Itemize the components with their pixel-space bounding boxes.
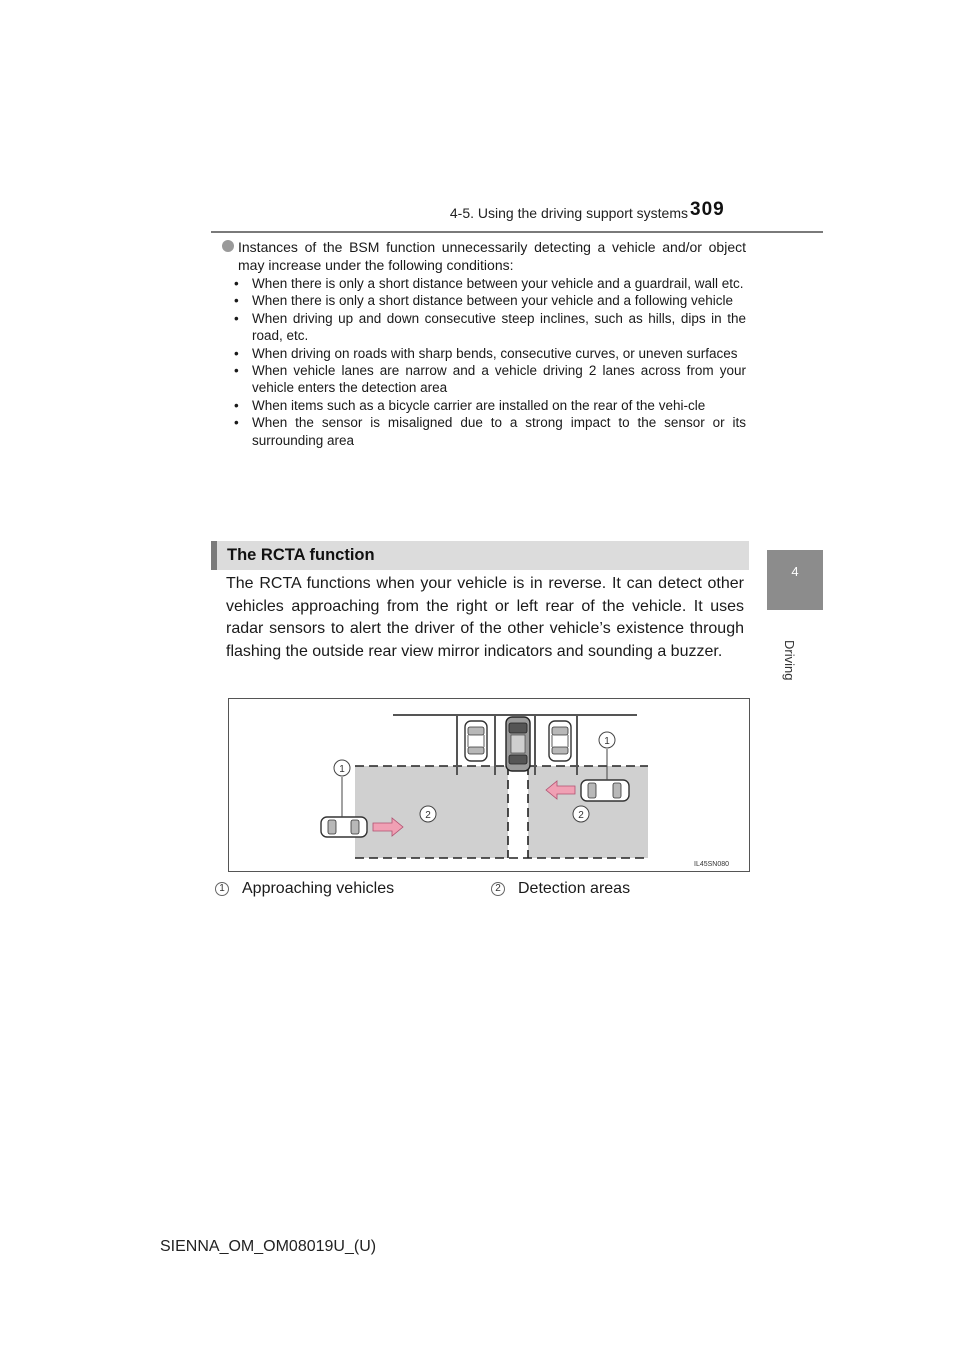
- parked-car-icon: [549, 721, 571, 761]
- section-path: 4-5. Using the driving support systems: [449, 205, 688, 221]
- callout-2-left-text: 2: [425, 810, 431, 821]
- legend-label: Approaching vehicles: [242, 880, 395, 897]
- chapter-label: Driving: [782, 640, 797, 681]
- callout-1-left-text: 1: [339, 764, 345, 775]
- intro-bullet: [222, 238, 746, 274]
- condition-item: • When there is only a short distance between your vehicle and a guardrail, wall etc.: [230, 275, 746, 292]
- intro-text: Instances of the BSM function unnecessarily detecting a vehicle and/or object may increase under the following conditions:: [238, 239, 746, 273]
- chapter-number: 4: [791, 564, 799, 579]
- conditions-list: [230, 275, 746, 449]
- condition-item: • When the sensor is misaligned due to a strong impact to the sensor or its surrounding area: [230, 414, 746, 449]
- section-body: The RCTA functions when your vehicle is in reverse. It can detect other vehicles approaching from the right or left rear of the vehicle. It uses radar sensors to alert the driver of the other vehicle’s existence through flashing the outside rear view mirror indicators and sounding a buzzer.: [226, 575, 744, 660]
- callout-1-left: [334, 760, 350, 776]
- condition-item: • When vehicle lanes are narrow and a vehicle driving 2 lanes across from your vehicle enters the detection area: [230, 362, 746, 397]
- section-header: [211, 541, 749, 570]
- rcta-diagram: [228, 698, 750, 872]
- callout-2-right-text: 2: [578, 810, 584, 821]
- condition-item: • When items such as a bicycle carrier are installed on the rear of the vehi-cle: [230, 397, 746, 414]
- own-vehicle-icon: [506, 717, 530, 771]
- diagram-code: IL45SN080: [694, 861, 730, 868]
- document-id: SIENNA_OM_OM08019U_(U): [160, 1238, 377, 1255]
- chapter-tab: [767, 550, 823, 610]
- callout-2-right: [573, 806, 589, 822]
- legend-number: 1: [215, 882, 229, 896]
- approaching-vehicle-left-icon: [321, 817, 367, 837]
- section-title: The RCTA function: [227, 546, 375, 564]
- bullet-dot-icon: [222, 240, 234, 252]
- approaching-vehicle-right-icon: [581, 780, 629, 801]
- parked-car-icon: [465, 721, 487, 761]
- header-divider: [211, 231, 823, 233]
- legend-number: 2: [491, 882, 505, 896]
- callout-1-right: [599, 732, 615, 748]
- parking-lot-illustration: [229, 699, 750, 872]
- callout-1-right-text: 1: [604, 736, 610, 747]
- condition-item: • When driving on roads with sharp bends, consecutive curves, or uneven surfaces: [230, 345, 746, 362]
- legend-label: Detection areas: [518, 880, 631, 897]
- page-number: 309: [690, 199, 725, 220]
- chapter-label-box: [770, 640, 810, 700]
- condition-item: • When driving up and down consecutive steep inclines, such as hills, dips in the road, etc.: [230, 310, 746, 345]
- callout-2-left: [420, 806, 436, 822]
- condition-item: • When there is only a short distance between your vehicle and a following vehicle: [230, 292, 746, 309]
